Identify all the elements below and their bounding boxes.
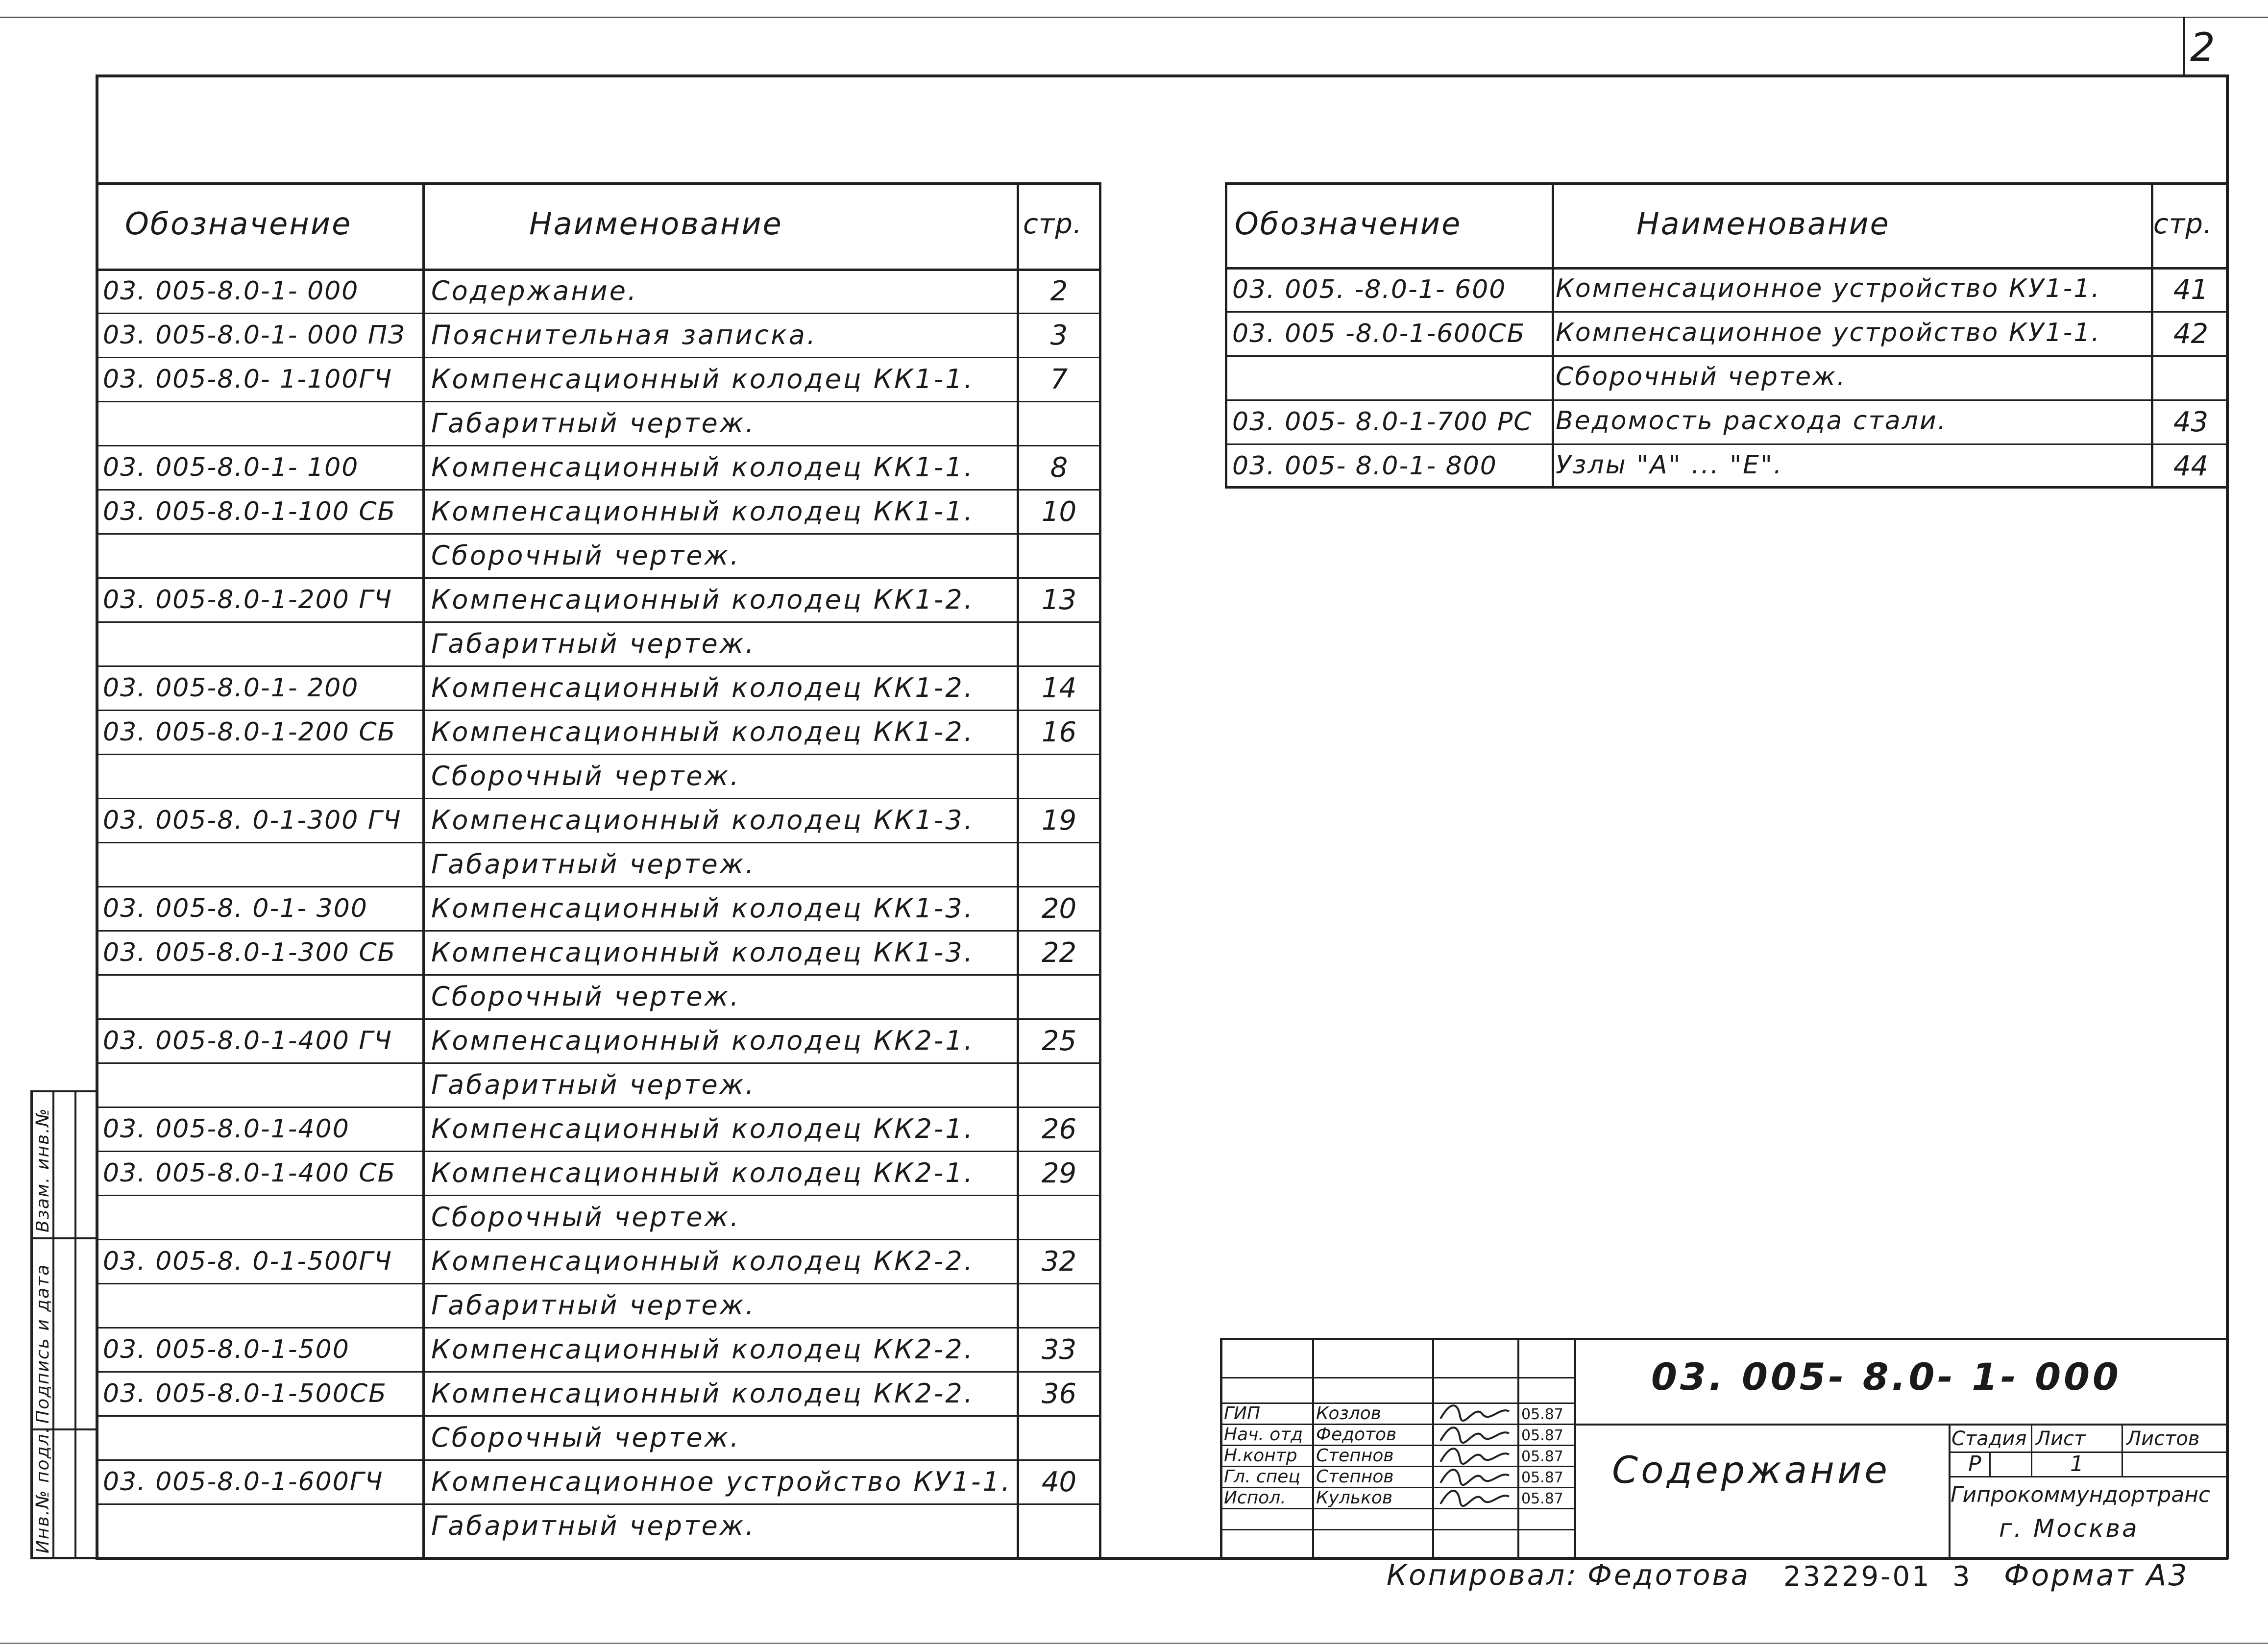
left-row-name: Габаритный чертеж. xyxy=(431,849,756,880)
left-row-name: Компенсационный колодец КК2-2. xyxy=(431,1246,975,1277)
left-row-separator xyxy=(96,665,1099,667)
left-row-designation: 03. 005-8.0-1- 200 xyxy=(103,673,359,703)
left-row-designation: 03. 005-8.0-1-200 ГЧ xyxy=(103,585,392,615)
left-row-page: 8 xyxy=(1050,452,1068,484)
right-table-header-bottom xyxy=(1225,267,2228,270)
left-row-designation: 03. 005-8.0-1-100 СБ xyxy=(103,497,396,526)
left-row-designation: 03. 005-8.0-1-300 СБ xyxy=(103,938,396,967)
tb-person-name: Степнов xyxy=(1316,1446,1394,1466)
tb-row-line xyxy=(1220,1377,1574,1378)
left-row-name: Содержание. xyxy=(431,275,638,306)
left-col-line-1 xyxy=(422,182,425,1558)
left-row-separator xyxy=(96,621,1099,623)
left-row-designation: 03. 005-8.0-1-400 СБ xyxy=(103,1158,396,1188)
left-row-name: Компенсационный колодец КК1-1. xyxy=(431,452,975,483)
footer-copied-label: Копировал: xyxy=(1387,1558,1578,1592)
tb-org-line-2: г. Москва xyxy=(1999,1514,2139,1543)
left-row-page: 3 xyxy=(1050,320,1068,351)
left-row-separator xyxy=(96,1195,1099,1196)
left-header-designation: Обозначение xyxy=(125,206,352,242)
left-row-separator xyxy=(96,1018,1099,1020)
left-row-separator xyxy=(96,1327,1099,1328)
left-row-designation: 03. 005-8.0-1-200 СБ xyxy=(103,717,396,747)
left-row-name: Компенсационный колодец КК1-2. xyxy=(431,672,975,703)
left-row-page: 33 xyxy=(1041,1334,1077,1366)
tb-col-1 xyxy=(1312,1338,1314,1559)
left-row-separator xyxy=(96,1371,1099,1373)
tb-person-name: Козлов xyxy=(1316,1403,1381,1424)
left-row-designation: 03. 005-8.0-1-400 ГЧ xyxy=(103,1026,392,1056)
left-row-name: Сборочный чертеж. xyxy=(431,540,741,571)
left-row-name: Компенсационное устройство КУ1-1. xyxy=(431,1466,1012,1497)
left-row-page: 25 xyxy=(1041,1025,1077,1057)
left-row-separator xyxy=(96,1415,1099,1417)
tb-org-line-1: Гипрокоммундортранс xyxy=(1951,1482,2211,1507)
left-row-page: 36 xyxy=(1041,1378,1077,1410)
left-row-separator xyxy=(96,798,1099,799)
left-row-designation: 03. 005-8.0-1-500 xyxy=(103,1335,350,1364)
left-row-name: Сборочный чертеж. xyxy=(431,1202,741,1232)
left-header-page: стр. xyxy=(1023,208,1082,240)
right-header-designation: Обозначение xyxy=(1235,206,1462,242)
left-row-page: 22 xyxy=(1041,937,1077,969)
left-row-designation: 03. 005-8.0- 1-100ГЧ xyxy=(103,365,392,394)
left-row-name: Компенсационный колодец КК2-1. xyxy=(431,1113,975,1144)
footer-copy-num: 3 xyxy=(1952,1561,1970,1593)
left-row-separator xyxy=(96,1283,1099,1284)
left-row-designation: 03. 005-8. 0-1-300 ГЧ xyxy=(103,806,402,835)
left-row-page: 40 xyxy=(1041,1466,1077,1498)
left-row-designation: 03. 005-8. 0-1-500ГЧ xyxy=(103,1247,392,1276)
tb-stage-col-1b xyxy=(1989,1451,1991,1476)
side-stamp-inv-podl: Инв.№ подл. xyxy=(33,1427,53,1553)
left-row-page: 20 xyxy=(1041,893,1077,925)
tb-code: 03. 005- 8.0- 1- 000 xyxy=(1651,1355,2122,1399)
right-row-page: 42 xyxy=(2173,318,2209,350)
tb-row-line xyxy=(1220,1402,1574,1404)
right-row-page: 44 xyxy=(2173,450,2209,482)
right-row-designation: 03. 005. -8.0-1- 600 xyxy=(1232,275,1507,304)
tb-person-name: Кульков xyxy=(1316,1488,1393,1508)
tb-col-2 xyxy=(1432,1338,1434,1559)
left-row-page: 2 xyxy=(1050,275,1068,307)
right-col-line-0 xyxy=(1225,182,1227,488)
tb-person-name: Степнов xyxy=(1316,1467,1394,1487)
left-row-name: Габаритный чертеж. xyxy=(431,1290,756,1321)
right-col-line-1 xyxy=(1552,182,1554,488)
left-row-designation: 03. 005-8.0-1- 000 ПЗ xyxy=(103,320,406,350)
left-row-name: Сборочный чертеж. xyxy=(431,981,741,1012)
side-stamp-vzam-inv: Взам. инв.№ xyxy=(33,1107,53,1232)
sheet-bottom-line xyxy=(0,1643,2268,1644)
tb-stage-col-2 xyxy=(2122,1424,2123,1476)
left-row-separator xyxy=(96,489,1099,491)
left-row-separator xyxy=(96,1239,1099,1240)
sheet-top-line xyxy=(0,17,2268,18)
tb-person-role: Гл. спец xyxy=(1224,1467,1300,1487)
tb-col-3 xyxy=(1517,1338,1519,1559)
side-stamp-signature-date: Подпись и дата xyxy=(33,1263,53,1424)
left-row-separator xyxy=(96,1151,1099,1152)
tb-person-date: 05.87 xyxy=(1521,1406,1563,1423)
right-row-name: Узлы "А" ... "Е". xyxy=(1556,450,1783,480)
outer-frame-left xyxy=(96,74,98,1559)
tb-row-line xyxy=(1220,1508,1574,1509)
tb-stage-value: Р xyxy=(1968,1451,1981,1476)
left-row-name: Компенсационный колодец КК1-2. xyxy=(431,584,975,615)
left-row-page: 16 xyxy=(1041,716,1077,748)
footer-copied-by: Федотова xyxy=(1587,1558,1751,1592)
tb-stage-mid xyxy=(1949,1476,2228,1477)
tb-sheet-value: 1 xyxy=(2070,1451,2084,1476)
left-row-page: 14 xyxy=(1041,672,1077,704)
title-block-top xyxy=(1220,1338,2228,1340)
tb-stage-col-1 xyxy=(2031,1424,2032,1476)
left-row-separator xyxy=(96,445,1099,446)
right-row-page: 41 xyxy=(2173,274,2209,306)
left-row-page: 29 xyxy=(1041,1157,1077,1189)
right-row-separator xyxy=(1225,443,2228,445)
left-row-separator xyxy=(96,577,1099,579)
right-row-designation: 03. 005- 8.0-1- 800 xyxy=(1232,451,1497,481)
left-row-separator xyxy=(96,1459,1099,1461)
left-row-page: 32 xyxy=(1041,1246,1077,1278)
tb-person-date: 05.87 xyxy=(1521,1427,1563,1444)
left-row-name: Компенсационный колодец КК1-1. xyxy=(431,496,975,527)
left-row-designation: 03. 005-8.0-1-500СБ xyxy=(103,1379,387,1408)
side-stamp-top xyxy=(30,1090,97,1092)
tb-person-role: ГИП xyxy=(1224,1403,1261,1424)
tb-title: Содержание xyxy=(1612,1448,1890,1492)
left-row-designation: 03. 005-8.0-1-600ГЧ xyxy=(103,1467,384,1497)
left-row-page: 19 xyxy=(1041,805,1077,836)
right-row-separator xyxy=(1225,355,2228,357)
tb-person-role: Испол. xyxy=(1224,1488,1286,1508)
left-table-header-bottom xyxy=(96,269,1099,271)
left-row-separator xyxy=(96,1503,1099,1505)
left-row-name: Сборочный чертеж. xyxy=(431,1422,741,1453)
left-row-page: 13 xyxy=(1041,584,1077,616)
left-row-name: Компенсационный колодец КК2-1. xyxy=(431,1157,975,1188)
title-block-left xyxy=(1220,1338,1222,1559)
side-stamp-col-2 xyxy=(74,1090,76,1559)
left-row-name: Компенсационный колодец КК1-2. xyxy=(431,716,975,747)
left-row-separator xyxy=(96,357,1099,358)
left-row-separator xyxy=(96,754,1099,755)
left-row-separator xyxy=(96,533,1099,535)
right-header-page: стр. xyxy=(2153,208,2213,240)
left-table-top xyxy=(96,182,1099,185)
outer-frame-bottom xyxy=(96,1557,2228,1560)
sheet-number: 2 xyxy=(2190,25,2215,70)
left-row-designation: 03. 005-8.0-1-400 xyxy=(103,1114,350,1144)
left-row-page: 10 xyxy=(1041,496,1077,528)
right-row-name: Сборочный чертеж. xyxy=(1556,362,1847,392)
tb-sheets-label: Листов xyxy=(2126,1427,2200,1450)
left-row-name: Компенсационный колодец КК2-1. xyxy=(431,1025,975,1056)
right-row-designation: 03. 005- 8.0-1-700 РС xyxy=(1232,407,1533,437)
left-row-name: Компенсационный колодец КК2-2. xyxy=(431,1378,975,1409)
left-col-line-3 xyxy=(1099,182,1101,1558)
left-row-name: Габаритный чертеж. xyxy=(431,1069,756,1100)
right-table-bottom xyxy=(1225,486,2228,489)
left-row-page: 26 xyxy=(1041,1113,1077,1145)
tb-person-date: 05.87 xyxy=(1521,1490,1563,1507)
right-table-top xyxy=(1225,182,2228,185)
left-row-name: Компенсационный колодец КК1-3. xyxy=(431,893,975,924)
signature-scribble xyxy=(1436,1482,1514,1511)
left-row-designation: 03. 005-8. 0-1- 300 xyxy=(103,894,368,923)
outer-frame-top xyxy=(96,74,2228,77)
tb-person-role: Нач. отд xyxy=(1224,1425,1303,1445)
left-row-name: Компенсационный колодец КК2-2. xyxy=(431,1334,975,1365)
left-row-separator xyxy=(96,930,1099,932)
left-row-page: 7 xyxy=(1050,364,1068,395)
tb-person-date: 05.87 xyxy=(1521,1469,1563,1486)
tb-col-4 xyxy=(1574,1338,1576,1559)
left-row-name: Компенсационный колодец КК1-3. xyxy=(431,805,975,836)
right-row-separator xyxy=(1225,311,2228,313)
right-row-page: 43 xyxy=(2173,406,2209,438)
title-block-code-bottom xyxy=(1574,1424,2228,1426)
right-row-separator xyxy=(1225,399,2228,401)
tb-sheet-label: Лист xyxy=(2036,1427,2086,1450)
left-row-name: Сборочный чертеж. xyxy=(431,761,741,791)
tb-row-line xyxy=(1220,1529,1574,1530)
tb-person-role: Н.контр xyxy=(1224,1446,1297,1466)
right-row-name: Компенсационное устройство КУ1-1. xyxy=(1556,318,2101,347)
left-row-designation: 03. 005-8.0-1- 000 xyxy=(103,276,359,306)
left-row-name: Пояснительная записка. xyxy=(431,320,818,350)
left-row-name: Компенсационный колодец КК1-1. xyxy=(431,364,975,394)
side-stamp-bottom xyxy=(30,1557,97,1559)
left-row-name: Габаритный чертеж. xyxy=(431,628,756,659)
sheet-number-box-left xyxy=(2183,17,2185,77)
right-row-name: Компенсационное устройство КУ1-1. xyxy=(1556,274,2101,303)
tb-person-date: 05.87 xyxy=(1521,1448,1563,1465)
right-row-designation: 03. 005 -8.0-1-600СБ xyxy=(1232,319,1526,348)
right-row-name: Ведомость расхода стали. xyxy=(1556,406,1948,436)
footer-doc-number: 23229-01 xyxy=(1783,1561,1931,1593)
left-row-name: Габаритный чертеж. xyxy=(431,408,756,439)
left-row-designation: 03. 005-8.0-1- 100 xyxy=(103,453,359,482)
left-row-separator xyxy=(96,313,1099,314)
tb-person-name: Федотов xyxy=(1316,1425,1397,1445)
footer-format: Формат А3 xyxy=(2004,1558,2189,1593)
left-row-separator xyxy=(96,710,1099,711)
right-header-name: Наименование xyxy=(1636,206,1890,242)
left-row-separator xyxy=(96,842,1099,843)
left-header-name: Наименование xyxy=(529,206,783,242)
side-stamp-div-1 xyxy=(30,1237,97,1239)
left-row-separator xyxy=(96,1107,1099,1108)
left-row-separator xyxy=(96,1062,1099,1064)
left-row-separator xyxy=(96,401,1099,402)
left-row-name: Габаритный чертеж. xyxy=(431,1510,756,1541)
left-row-name: Компенсационный колодец КК1-3. xyxy=(431,937,975,968)
left-row-separator xyxy=(96,974,1099,976)
tb-stage-label: Стадия xyxy=(1951,1427,2027,1450)
left-row-separator xyxy=(96,886,1099,887)
